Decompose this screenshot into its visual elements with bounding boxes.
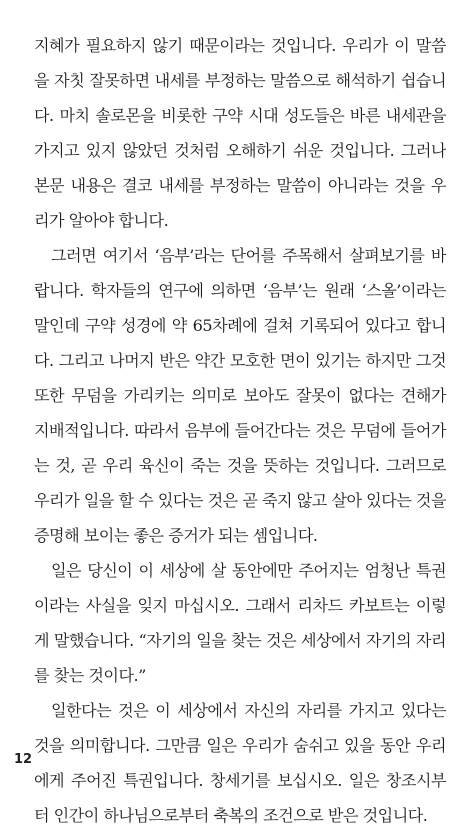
text-line: 게 말했습니다. “자기의 일을 찾는 것은 세상에서 자기의 자리 xyxy=(34,631,446,650)
paragraph xyxy=(34,238,446,553)
text-line: 증명해 보이는 좋은 증거가 되는 셈입니다. xyxy=(34,526,318,545)
paragraph xyxy=(34,553,446,693)
text-line: 지배적입니다. 따라서 음부에 들어간다는 것은 무덤에 들어가 xyxy=(34,421,446,440)
text-line: 을 자칫 잘못하면 내세를 부정하는 말씀으로 해석하기 쉽습니 xyxy=(34,71,446,90)
text-line: 가지고 있지 않았던 것처럼 오해하기 쉬운 것입니다. 그러나 xyxy=(34,141,446,160)
text-line: 터 인간이 하나님으로부터 축복의 조건으로 받은 것입니다. xyxy=(34,806,428,825)
text-line: 를 찾는 것이다.” xyxy=(34,666,146,685)
text-line: 우리가 일을 할 수 있다는 것은 곧 죽지 않고 살아 있다는 것을 xyxy=(34,491,446,510)
text-line: 그러면 여기서 ‘음부’라는 단어를 주목해서 살펴보기를 바 xyxy=(51,246,446,265)
text-line: 에게 주어진 특권입니다. 창세기를 보십시오. 일은 창조시부 xyxy=(34,771,446,790)
text-line: 것을 의미합니다. 그만큼 일은 우리가 숨쉬고 있을 동안 우리 xyxy=(34,736,446,755)
body-text xyxy=(34,28,446,833)
text-line: 다. 마치 솔로몬을 비롯한 구약 시대 성도들은 바른 내세관을 xyxy=(34,106,446,125)
text-line: 리가 알아야 합니다. xyxy=(34,211,169,230)
page-number: 12 xyxy=(14,752,33,767)
text-line: 랍니다. 학자들의 연구에 의하면 ‘음부’는 원래 ‘스올’이라는 xyxy=(34,281,446,300)
text-line: 일은 당신이 이 세상에 살 동안에만 주어지는 엄청난 특권 xyxy=(51,561,446,580)
paragraph xyxy=(34,28,446,238)
text-line: 다. 그리고 나머지 반은 약간 모호한 면이 있기는 하지만 그것 xyxy=(34,351,446,370)
text-line: 말인데 구약 성경에 약 65차례에 걸쳐 기록되어 있다고 합니 xyxy=(34,316,446,335)
text-line: 본문 내용은 결코 내세를 부정하는 말씀이 아니라는 것을 우 xyxy=(34,176,446,195)
text-line: 지혜가 필요하지 않기 때문이라는 것입니다. 우리가 이 말씀 xyxy=(34,36,446,55)
text-line: 는 것, 곧 우리 육신이 죽는 것을 뜻하는 것입니다. 그러므로 xyxy=(34,456,446,475)
text-line: 이라는 사실을 잊지 마십시오. 그래서 리차드 카보트는 이렇 xyxy=(34,596,446,615)
text-line: 일한다는 것은 이 세상에서 자신의 자리를 가지고 있다는 xyxy=(51,701,446,720)
paragraph xyxy=(34,693,446,833)
text-line: 또한 무덤을 가리키는 의미로 보아도 잘못이 없다는 견해가 xyxy=(34,386,446,405)
